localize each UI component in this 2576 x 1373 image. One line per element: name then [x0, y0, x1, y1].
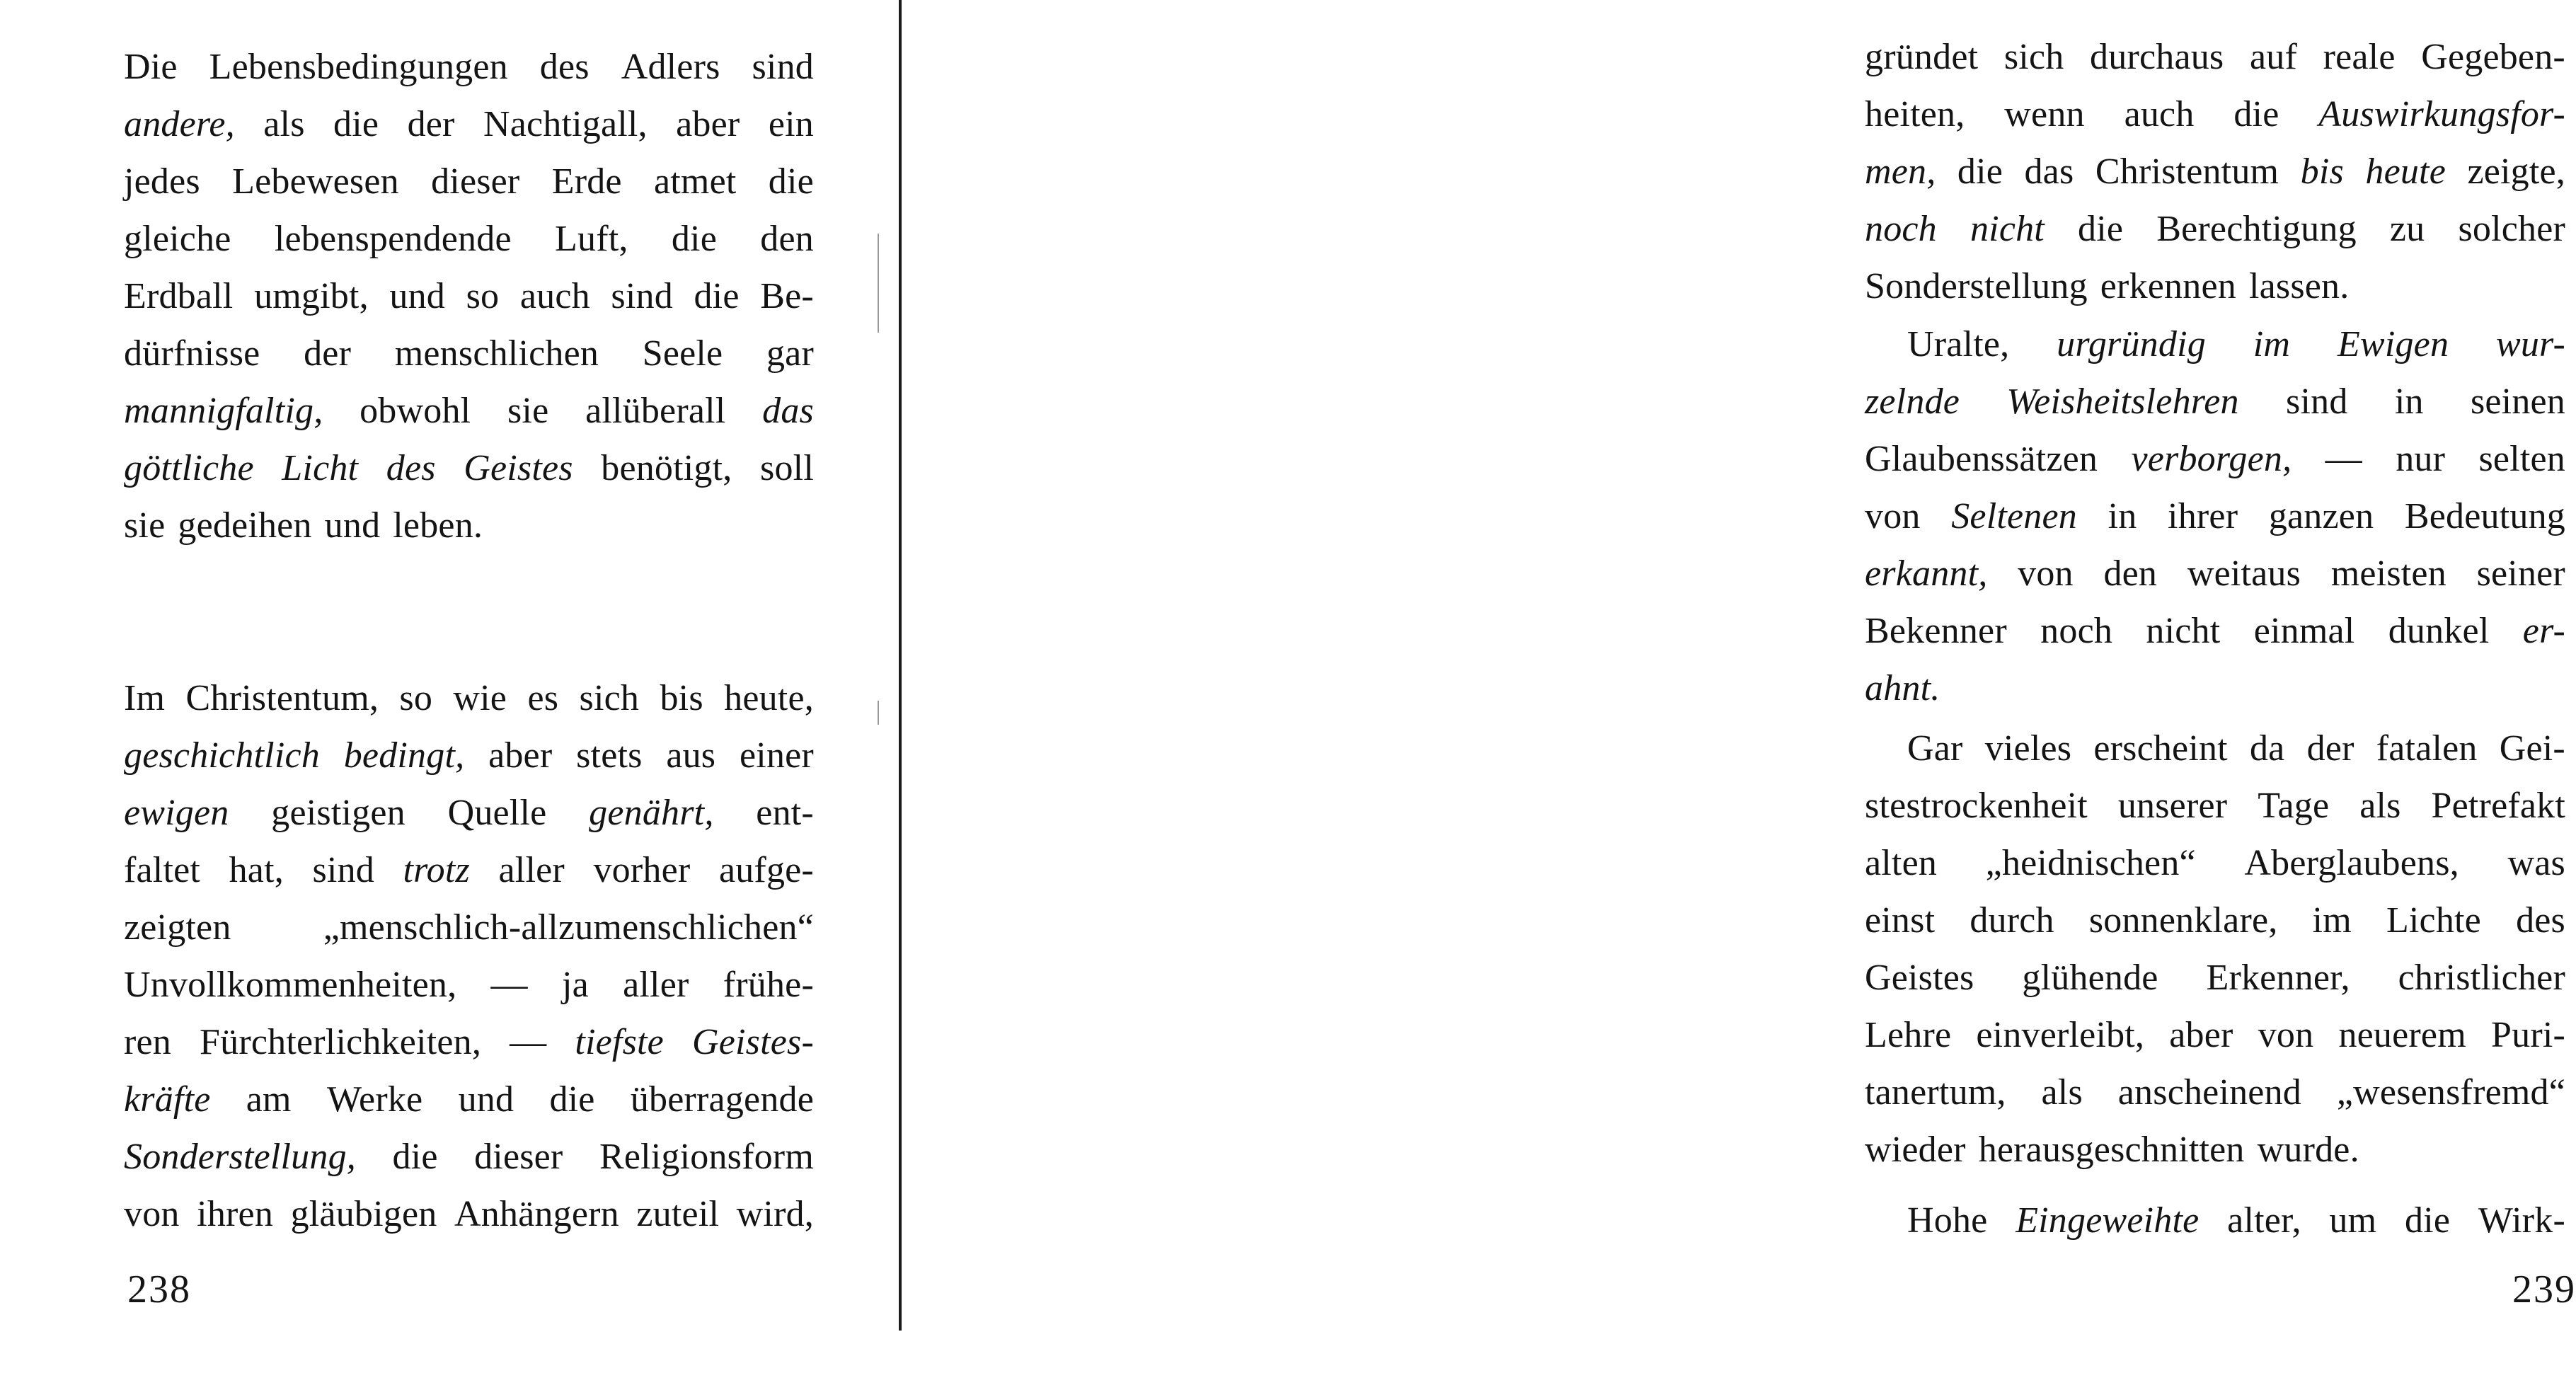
word: Glaubenssätzen — [1865, 439, 2098, 479]
word: die — [392, 1137, 438, 1177]
word: göttliche — [124, 448, 254, 488]
word: fatalen — [2376, 728, 2478, 769]
word: solcher — [2458, 209, 2565, 249]
word: Ewigen — [2337, 324, 2449, 364]
word: glühende — [2022, 958, 2158, 998]
word: ren — [124, 1022, 171, 1062]
word: ewigen — [124, 793, 229, 833]
word: sonnenklare, — [2088, 900, 2278, 941]
word: so — [466, 276, 500, 316]
word: lebenspendende — [274, 219, 512, 259]
word: durch — [1970, 900, 2054, 941]
word: faltet — [124, 850, 201, 890]
text-line — [124, 497, 814, 554]
word: dieser — [431, 161, 520, 202]
word: menschlichen — [394, 333, 599, 374]
word: ihren — [197, 1194, 274, 1234]
word: Geistes — [464, 448, 573, 488]
scan-speck — [878, 701, 879, 725]
word: ent- — [756, 793, 814, 833]
word: soll — [760, 448, 814, 488]
right-paragraph-3 — [1865, 720, 2565, 1178]
word: jedes — [124, 161, 200, 202]
word: frühe- — [723, 965, 814, 1005]
word: wenn — [2004, 94, 2085, 134]
word: allüberall — [585, 391, 726, 431]
word: auch — [2124, 94, 2195, 134]
word: Sonderstellung — [1865, 266, 2088, 306]
text-line — [1865, 86, 2565, 143]
word: aber — [488, 735, 553, 776]
text-line — [1865, 834, 2565, 892]
text-line — [124, 38, 814, 96]
word: Erdball — [124, 276, 234, 316]
word: der — [407, 104, 455, 144]
word: aber — [676, 104, 740, 144]
word: und — [324, 505, 381, 546]
word: mannigfaltig, — [124, 391, 323, 431]
word: in — [2108, 496, 2137, 536]
word: dunkel — [2388, 611, 2490, 651]
word: einmal — [2253, 611, 2355, 651]
word: erscheint — [2093, 728, 2228, 769]
word: aufge- — [718, 850, 814, 890]
word: Im — [124, 678, 166, 718]
word: zuteil — [636, 1194, 720, 1234]
word: ein — [768, 104, 814, 144]
word: wird, — [736, 1194, 814, 1234]
word: heute, — [724, 678, 814, 718]
text-line — [1865, 258, 2565, 315]
word: aber — [2169, 1015, 2233, 1055]
text-line — [1865, 430, 2565, 488]
word: alter, — [2227, 1200, 2301, 1241]
word: es — [527, 678, 559, 718]
text-line — [1865, 488, 2565, 545]
right-paragraph-2 — [1865, 316, 2565, 717]
word: aus — [666, 735, 716, 776]
word: Erkenner, — [2206, 958, 2350, 998]
word: die — [2233, 94, 2279, 134]
word: ja — [561, 965, 589, 1005]
word: hat, — [229, 850, 284, 890]
word: des — [539, 47, 590, 87]
word: Werke — [326, 1079, 423, 1120]
word: gar — [766, 333, 814, 374]
word: gründet — [1865, 37, 1979, 77]
word: Gei- — [2499, 728, 2565, 769]
word: anscheinend — [2117, 1072, 2301, 1113]
text-line — [124, 899, 814, 956]
word: gläubigen — [290, 1194, 437, 1234]
text-line — [124, 1185, 814, 1243]
word: die — [333, 104, 379, 144]
text-line — [1865, 892, 2565, 949]
word: Anhängern — [454, 1194, 619, 1234]
word: wieder — [1865, 1130, 1966, 1170]
word: sie — [507, 391, 549, 431]
word: zeigte, — [2467, 151, 2565, 192]
word: als — [2041, 1072, 2083, 1113]
text-line — [124, 1128, 814, 1185]
word: die — [2078, 209, 2124, 249]
text-line — [124, 670, 814, 727]
word: Christentum — [2095, 151, 2279, 192]
word: einverleibt, — [1976, 1015, 2145, 1055]
word: tanertum, — [1865, 1072, 2006, 1113]
word: Gar — [1907, 728, 1963, 769]
word: noch — [1865, 209, 1937, 249]
word: sind — [752, 47, 814, 87]
text-line — [1865, 777, 2565, 834]
word: im — [2312, 900, 2352, 941]
word: sich — [579, 678, 640, 718]
word: des — [386, 448, 436, 488]
word: Religionsform — [599, 1137, 814, 1177]
word: wie — [453, 678, 507, 718]
word: sie — [124, 505, 166, 546]
text-line — [1865, 602, 2565, 660]
word: er- — [2522, 611, 2565, 651]
word: zelnde — [1865, 381, 1960, 422]
word: das — [762, 391, 814, 431]
word: sind — [611, 276, 673, 316]
text-line — [1865, 316, 2565, 373]
left-page — [0, 0, 885, 1373]
word: umgibt, — [254, 276, 369, 316]
text-line — [124, 210, 814, 268]
word: Petrefakt — [2431, 786, 2565, 826]
word: Aberglaubens, — [2244, 843, 2459, 883]
word: meisten — [2330, 553, 2446, 594]
word: von — [124, 1194, 180, 1234]
word: Erde — [551, 161, 622, 202]
word: einst — [1865, 900, 1936, 941]
word: im — [2253, 324, 2291, 364]
word: christlicher — [2398, 958, 2565, 998]
word: verborgen, — [2131, 439, 2292, 479]
word: Weisheitslehren — [2006, 381, 2239, 422]
word: bis — [660, 678, 703, 718]
word: erkannt, — [1865, 553, 1988, 594]
word: Lehre — [1865, 1015, 1952, 1055]
word: atmet — [654, 161, 737, 202]
word: Adlers — [621, 47, 720, 87]
word: urgründig — [2057, 324, 2206, 364]
word: reale — [2323, 37, 2396, 77]
right-paragraph-4 — [1865, 1192, 2565, 1249]
right-paragraph-1 — [1865, 28, 2565, 315]
word: des — [2516, 900, 2565, 941]
word: sich — [2003, 37, 2064, 77]
word: als — [2359, 786, 2401, 826]
word: die — [694, 276, 740, 316]
word: Nachtigall, — [483, 104, 648, 144]
scan-speck — [878, 234, 879, 333]
word: ihrer — [2168, 496, 2238, 536]
word: benötigt, — [601, 448, 732, 488]
word: obwohl — [360, 391, 471, 431]
word: der — [304, 333, 352, 374]
word: so — [399, 678, 433, 718]
word: dieser — [474, 1137, 563, 1177]
word: Seele — [642, 333, 723, 374]
word: Puri- — [2491, 1015, 2565, 1055]
word: Lebensbedingungen — [209, 47, 508, 87]
word: Licht — [282, 448, 359, 488]
word: nicht — [2146, 611, 2221, 651]
word: noch — [2040, 611, 2113, 651]
word: auch — [519, 276, 590, 316]
word: Eingeweihte — [2016, 1200, 2200, 1241]
word: Auswirkungsfor- — [2318, 94, 2565, 134]
word: was — [2507, 843, 2565, 883]
left-paragraph-1 — [124, 38, 814, 554]
left-paragraph-2 — [124, 670, 814, 1243]
word: trotz — [403, 850, 470, 890]
word: aller — [498, 850, 565, 890]
text-line — [1865, 200, 2565, 258]
text-line — [1865, 373, 2565, 430]
word: „heidnischen“ — [1985, 843, 2196, 883]
word: die — [2405, 1200, 2451, 1241]
word: — — [2325, 439, 2362, 479]
word: gedeihen — [178, 505, 312, 546]
text-line — [124, 382, 814, 440]
word: Sonderstellung, — [124, 1137, 356, 1177]
word: lassen. — [2248, 266, 2350, 306]
word: erkennen — [2100, 266, 2236, 306]
text-line — [1865, 28, 2565, 86]
text-line — [124, 727, 814, 784]
word: Luft, — [555, 219, 628, 259]
word: gleiche — [124, 219, 231, 259]
word: um — [2329, 1200, 2377, 1241]
word: Hohe — [1907, 1200, 1988, 1241]
word: Gegeben- — [2421, 37, 2565, 77]
word: nur — [2396, 439, 2446, 479]
text-line — [1865, 1006, 2565, 1064]
word: Die — [124, 47, 178, 87]
word: Wirk- — [2478, 1200, 2565, 1241]
word: unserer — [2117, 786, 2228, 826]
word: selten — [2478, 439, 2565, 479]
word: Geistes- — [691, 1022, 814, 1062]
word: als — [263, 104, 305, 144]
word: von — [1865, 496, 1921, 536]
word: den — [760, 219, 814, 259]
word: ganzen — [2268, 496, 2374, 536]
word: in — [2394, 381, 2424, 422]
text-line — [1865, 545, 2565, 602]
word: die — [1957, 151, 2003, 192]
word: am — [246, 1079, 292, 1120]
word: die — [549, 1079, 595, 1120]
word: herausgeschnitten — [1978, 1130, 2245, 1170]
word: stestrockenheit — [1865, 786, 2088, 826]
word: von — [2018, 553, 2074, 594]
word: das — [2024, 151, 2074, 192]
page-number-left: 238 — [127, 1268, 191, 1311]
word: Quelle — [447, 793, 547, 833]
word: vieles — [1984, 728, 2072, 769]
word: bis — [2300, 151, 2344, 192]
word: andere, — [124, 104, 235, 144]
text-line — [124, 1013, 814, 1071]
word: genährt, — [589, 793, 714, 833]
text-line — [124, 153, 814, 210]
word: und — [389, 276, 446, 316]
text-line — [1865, 143, 2565, 200]
word: durchaus — [2090, 37, 2224, 77]
word: überragende — [630, 1079, 814, 1120]
word: auf — [2249, 37, 2297, 77]
word: Geistes — [1865, 958, 1974, 998]
word: men, — [1865, 151, 1936, 192]
text-line — [124, 325, 814, 382]
word: kräfte — [124, 1079, 211, 1120]
word: dürfnisse — [124, 333, 260, 374]
word: die — [671, 219, 717, 259]
word: weitaus — [2187, 553, 2301, 594]
word: von — [2258, 1015, 2314, 1055]
page-number-right: 239 — [2512, 1268, 2576, 1311]
word: Lebewesen — [232, 161, 399, 202]
word: bedingt, — [343, 735, 465, 776]
text-line — [124, 1071, 814, 1128]
word: Bedeutung — [2404, 496, 2565, 536]
word: und — [458, 1079, 514, 1120]
word: sind — [2286, 381, 2348, 422]
word: Tage — [2258, 786, 2330, 826]
word: Bekenner — [1865, 611, 2007, 651]
text-line — [1865, 660, 2565, 717]
text-line — [1865, 1192, 2565, 1249]
word: alten — [1865, 843, 1938, 883]
word: Christentum, — [185, 678, 379, 718]
word: tiefste — [575, 1022, 664, 1062]
text-line — [1865, 720, 2565, 777]
word: sind — [312, 850, 374, 890]
word: zeigten — [124, 907, 231, 948]
text-line — [124, 268, 814, 325]
word: — — [510, 1022, 547, 1062]
word: einer — [740, 735, 814, 776]
word: nicht — [1970, 209, 2045, 249]
word: den — [2103, 553, 2158, 594]
word: wur- — [2495, 324, 2565, 364]
word: seinen — [2470, 381, 2565, 422]
word: Berechtigung — [2156, 209, 2357, 249]
word: Be- — [760, 276, 814, 316]
word: der — [2306, 728, 2354, 769]
text-line — [124, 956, 814, 1013]
word: leben. — [393, 505, 483, 546]
word: ahnt. — [1865, 668, 1940, 708]
word: geschichtlich — [124, 735, 320, 776]
text-line — [124, 440, 814, 497]
word: wurde. — [2257, 1130, 2359, 1170]
word: — — [490, 965, 528, 1005]
word: seiner — [2476, 553, 2565, 594]
word: vorher — [593, 850, 691, 890]
word: da — [2249, 728, 2285, 769]
word: Fürchterlichkeiten, — [200, 1022, 482, 1062]
word: heute — [2365, 151, 2446, 192]
word: stets — [576, 735, 643, 776]
text-line — [124, 96, 814, 153]
text-line — [1865, 1064, 2565, 1121]
right-page — [885, 0, 2576, 1373]
word: die — [768, 161, 814, 202]
word: „menschlich-allzumenschlichen“ — [323, 907, 814, 948]
word: aller — [623, 965, 689, 1005]
word: Uralte, — [1907, 324, 2010, 364]
text-line — [124, 841, 814, 899]
word: heiten, — [1865, 94, 1965, 134]
word: neuerem — [2338, 1015, 2466, 1055]
text-line — [124, 784, 814, 841]
word: Lichte — [2386, 900, 2481, 941]
text-line — [1865, 949, 2565, 1006]
word: „wesensfremd“ — [2336, 1072, 2565, 1113]
word: Seltenen — [1951, 496, 2077, 536]
word: zu — [2389, 209, 2425, 249]
word: Unvollkommenheiten, — [124, 965, 457, 1005]
text-line — [1865, 1121, 2565, 1178]
word: geistigen — [271, 793, 406, 833]
